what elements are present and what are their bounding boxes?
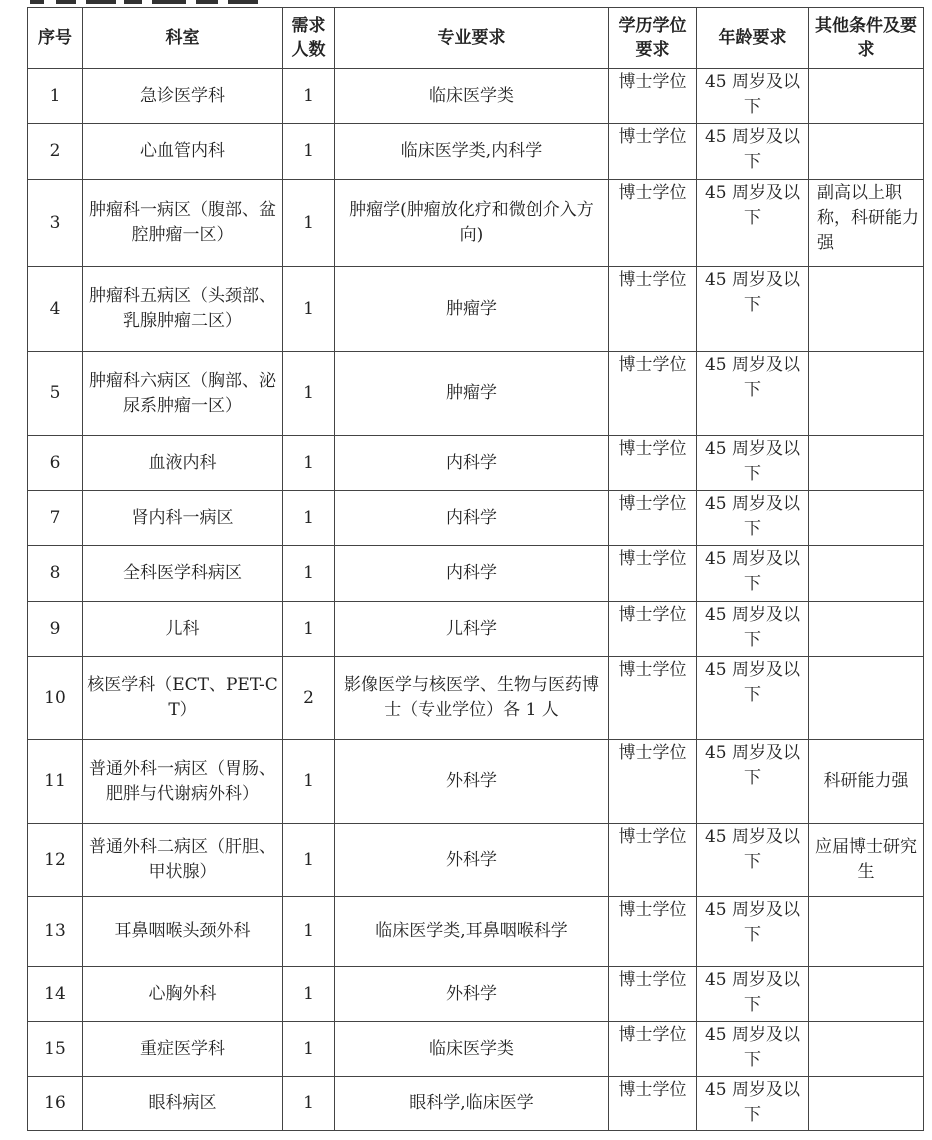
cell-other bbox=[809, 1022, 924, 1077]
cell-dept: 耳鼻咽喉头颈外科 bbox=[83, 897, 283, 967]
table-row bbox=[28, 352, 924, 436]
cell-major: 临床医学类 bbox=[335, 1022, 609, 1077]
cell-seq: 7 bbox=[28, 491, 83, 546]
cell-dept: 全科医学科病区 bbox=[83, 546, 283, 602]
cell-seq: 16 bbox=[28, 1077, 83, 1131]
cell-seq: 8 bbox=[28, 546, 83, 602]
table-row bbox=[28, 180, 924, 267]
table-row bbox=[28, 967, 924, 1022]
cell-major: 影像医学与核医学、生物与医药博士（专业学位）各 1 人 bbox=[335, 657, 609, 740]
cell-seq: 1 bbox=[28, 69, 83, 124]
cell-seq: 6 bbox=[28, 436, 83, 491]
cell-major: 肿瘤学 bbox=[335, 267, 609, 352]
cell-degree: 博士学位 bbox=[609, 352, 697, 436]
cell-age: 45 周岁及以下 bbox=[697, 1077, 809, 1131]
cell-degree: 博士学位 bbox=[609, 546, 697, 602]
cell-other bbox=[809, 657, 924, 740]
cell-count: 1 bbox=[283, 352, 335, 436]
cell-count: 1 bbox=[283, 1077, 335, 1131]
cell-age: 45 周岁及以下 bbox=[697, 740, 809, 824]
cell-age: 45 周岁及以下 bbox=[697, 436, 809, 491]
cell-seq: 12 bbox=[28, 824, 83, 897]
cell-count: 1 bbox=[283, 1022, 335, 1077]
header-count: 需求人数 bbox=[283, 8, 335, 69]
cell-dept: 眼科病区 bbox=[83, 1077, 283, 1131]
cell-count: 1 bbox=[283, 546, 335, 602]
cell-other bbox=[809, 546, 924, 602]
cell-age: 45 周岁及以下 bbox=[697, 546, 809, 602]
cell-degree: 博士学位 bbox=[609, 967, 697, 1022]
cell-major: 临床医学类,内科学 bbox=[335, 124, 609, 180]
cell-dept: 血液内科 bbox=[83, 436, 283, 491]
cell-degree: 博士学位 bbox=[609, 657, 697, 740]
cell-degree: 博士学位 bbox=[609, 740, 697, 824]
cell-age: 45 周岁及以下 bbox=[697, 352, 809, 436]
cell-degree: 博士学位 bbox=[609, 1077, 697, 1131]
cell-other bbox=[809, 267, 924, 352]
cell-age: 45 周岁及以下 bbox=[697, 602, 809, 657]
cell-degree: 博士学位 bbox=[609, 180, 697, 267]
cell-count: 1 bbox=[283, 69, 335, 124]
cell-major: 临床医学类,耳鼻咽喉科学 bbox=[335, 897, 609, 967]
cell-degree: 博士学位 bbox=[609, 436, 697, 491]
cell-count: 1 bbox=[283, 267, 335, 352]
table-row bbox=[28, 824, 924, 897]
cell-count: 1 bbox=[283, 491, 335, 546]
cell-age: 45 周岁及以下 bbox=[697, 824, 809, 897]
cell-seq: 13 bbox=[28, 897, 83, 967]
cropped-title-remnant bbox=[0, 0, 300, 6]
cell-dept: 儿科 bbox=[83, 602, 283, 657]
cell-count: 1 bbox=[283, 967, 335, 1022]
cell-count: 1 bbox=[283, 602, 335, 657]
cell-major: 儿科学 bbox=[335, 602, 609, 657]
cell-major: 肿瘤学 bbox=[335, 352, 609, 436]
cell-seq: 3 bbox=[28, 180, 83, 267]
cell-other: 科研能力强 bbox=[809, 740, 924, 824]
table-row bbox=[28, 491, 924, 546]
cell-dept: 肿瘤科五病区（头颈部、乳腺肿瘤二区） bbox=[83, 267, 283, 352]
cell-dept: 肾内科一病区 bbox=[83, 491, 283, 546]
cell-other bbox=[809, 602, 924, 657]
cell-major: 肿瘤学(肿瘤放化疗和微创介入方向) bbox=[335, 180, 609, 267]
cell-other bbox=[809, 1077, 924, 1131]
cell-major: 内科学 bbox=[335, 436, 609, 491]
table-row bbox=[28, 267, 924, 352]
cell-major: 外科学 bbox=[335, 740, 609, 824]
cell-dept: 重症医学科 bbox=[83, 1022, 283, 1077]
cell-degree: 博士学位 bbox=[609, 1022, 697, 1077]
cell-count: 1 bbox=[283, 824, 335, 897]
table-row bbox=[28, 436, 924, 491]
cell-major: 内科学 bbox=[335, 546, 609, 602]
cell-dept: 肿瘤科一病区（腹部、盆腔肿瘤一区） bbox=[83, 180, 283, 267]
table-row bbox=[28, 897, 924, 967]
cell-other bbox=[809, 436, 924, 491]
cell-count: 1 bbox=[283, 897, 335, 967]
header-degree: 学历学位要求 bbox=[609, 8, 697, 69]
cell-other: 副高以上职称，科研能力强 bbox=[809, 180, 924, 267]
cell-major: 临床医学类 bbox=[335, 69, 609, 124]
cell-other bbox=[809, 352, 924, 436]
cell-degree: 博士学位 bbox=[609, 69, 697, 124]
table-row bbox=[28, 124, 924, 180]
cell-count: 1 bbox=[283, 124, 335, 180]
cell-other: 应届博士研究生 bbox=[809, 824, 924, 897]
table-row bbox=[28, 69, 924, 124]
cell-age: 45 周岁及以下 bbox=[697, 267, 809, 352]
table-row bbox=[28, 740, 924, 824]
cell-degree: 博士学位 bbox=[609, 824, 697, 897]
cell-seq: 10 bbox=[28, 657, 83, 740]
cell-major: 外科学 bbox=[335, 824, 609, 897]
table-row bbox=[28, 657, 924, 740]
cell-age: 45 周岁及以下 bbox=[697, 967, 809, 1022]
header-other: 其他条件及要求 bbox=[809, 8, 924, 69]
table-body bbox=[28, 69, 924, 1131]
cell-other bbox=[809, 897, 924, 967]
cell-seq: 4 bbox=[28, 267, 83, 352]
cell-dept: 核医学科（ECT、PET-CT） bbox=[83, 657, 283, 740]
cell-age: 45 周岁及以下 bbox=[697, 180, 809, 267]
table-row bbox=[28, 546, 924, 602]
recruitment-table bbox=[27, 7, 924, 1131]
cell-degree: 博士学位 bbox=[609, 897, 697, 967]
cell-dept: 急诊医学科 bbox=[83, 69, 283, 124]
cell-dept: 肿瘤科六病区（胸部、泌尿系肿瘤一区） bbox=[83, 352, 283, 436]
cell-degree: 博士学位 bbox=[609, 602, 697, 657]
cell-age: 45 周岁及以下 bbox=[697, 69, 809, 124]
cell-degree: 博士学位 bbox=[609, 267, 697, 352]
cell-seq: 14 bbox=[28, 967, 83, 1022]
cell-seq: 9 bbox=[28, 602, 83, 657]
cell-other bbox=[809, 124, 924, 180]
cell-count: 1 bbox=[283, 180, 335, 267]
table-row bbox=[28, 1022, 924, 1077]
cell-seq: 11 bbox=[28, 740, 83, 824]
cell-age: 45 周岁及以下 bbox=[697, 124, 809, 180]
header-age: 年龄要求 bbox=[697, 8, 809, 69]
table-row bbox=[28, 602, 924, 657]
cell-dept: 心血管内科 bbox=[83, 124, 283, 180]
cell-other bbox=[809, 967, 924, 1022]
table-row bbox=[28, 1077, 924, 1131]
cell-dept: 普通外科二病区（肝胆、甲状腺） bbox=[83, 824, 283, 897]
cell-major: 外科学 bbox=[335, 967, 609, 1022]
cell-age: 45 周岁及以下 bbox=[697, 1022, 809, 1077]
cell-seq: 5 bbox=[28, 352, 83, 436]
cell-count: 1 bbox=[283, 436, 335, 491]
header-dept: 科室 bbox=[83, 8, 283, 69]
cell-major: 内科学 bbox=[335, 491, 609, 546]
header-row bbox=[28, 8, 924, 69]
cell-age: 45 周岁及以下 bbox=[697, 897, 809, 967]
cell-count: 1 bbox=[283, 740, 335, 824]
cell-age: 45 周岁及以下 bbox=[697, 657, 809, 740]
cell-dept: 心胸外科 bbox=[83, 967, 283, 1022]
cell-dept: 普通外科一病区（胃肠、肥胖与代谢病外科） bbox=[83, 740, 283, 824]
cell-seq: 15 bbox=[28, 1022, 83, 1077]
cell-degree: 博士学位 bbox=[609, 491, 697, 546]
cell-other bbox=[809, 69, 924, 124]
header-major: 专业要求 bbox=[335, 8, 609, 69]
cell-seq: 2 bbox=[28, 124, 83, 180]
cell-major: 眼科学,临床医学 bbox=[335, 1077, 609, 1131]
cell-count: 2 bbox=[283, 657, 335, 740]
header-seq: 序号 bbox=[28, 8, 83, 69]
cell-other bbox=[809, 491, 924, 546]
cell-age: 45 周岁及以下 bbox=[697, 491, 809, 546]
cell-degree: 博士学位 bbox=[609, 124, 697, 180]
